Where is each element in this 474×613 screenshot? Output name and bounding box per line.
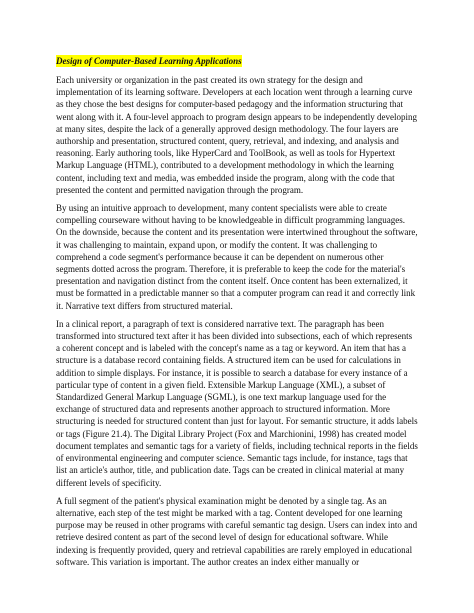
paragraph-4: A full segment of the patient's physical examination might be denoted by a single tag. As an alternative, each step of the test might be marked with a tag. Content developed for one learning purpose may be reused in other programs with careful semantic tag design. Users can index into and retrieve desired content as part of the second level of design for educational software. While indexing is frequently provided, query and retrieval capabilities are rarely employed in educational software. This variation is important. The author creates an index either manually or: [56, 495, 418, 567]
document-body: [56, 55, 418, 574]
paragraph-3: In a clinical report, a paragraph of text is considered narrative text. The paragraph has been transformed into structured text after it has been divided into subsections, each of which represents a coherent concept and is labeled with the concept's name as a tag or keyword. An item that has a structure is a database record containing fields. A structured item can be used for calculations in addition to simple displays. For instance, it is possible to search a database for every instance of a particular type of content in a given field. Extensible Markup Language (XML), a subset of Standardized General Markup Language (SGML), is one text markup language used for the exchange of structured data and represents another approach to structured information. More structuring is needed for structured content than just for layout. For semantic structure, it adds labels or tags (Figure 21.4). The Digital Library Project (Fox and Marchionini, 1998) has created model document templates and semantic tags for a variety of fields, including technical reports in the fields of environmental engineering and computer science. Semantic tags include, for instance, tags that list an article's author, title, and publication date. Tags can be created in clinical material at many different levels of specificity.: [56, 318, 418, 488]
document-title: Design of Computer-Based Learning Applications: [56, 56, 242, 66]
paragraph-1: Each university or organization in the past created its own strategy for the design and implementation of its learning software. Developers at each location went through a learning curve as they chose the best designs for computer-based pedagogy and the information structuring that went along with it. A four-level approach to program design appears to be independently developing at many sites, despite the lack of a generally approved design methodology. The four layers are authorship and presentation, structured content, query, retrieval, and indexing, and analysis and reasoning. Early authoring tools, like HyperCard and ToolBook, as well as tools for Hypertext Markup Language (HTML), contributed to a development methodology in which the learning content, including text and media, was embedded inside the program, along with the code that presented the content and permitted navigation through the program.: [56, 75, 417, 195]
paragraph-2: By using an intuitive approach to development, many content specialists were able to create compelling courseware without having to be knowledgeable in difficult programming languages. On the downside, because the content and its presentation were intertwined throughout the software, it was challenging to maintain, expand upon, or modify the content. It was challenging to comprehend a code segment's performance because it can be dependent on numerous other segments dotted across the program. Therefore, it is preferable to keep the code for the material's presentation and navigation distinct from the content itself. Once content has been externalized, it must be formatted in a predictable manner so that a computer program can read it and correctly link it. Narrative text differs from structured material.: [56, 203, 418, 311]
